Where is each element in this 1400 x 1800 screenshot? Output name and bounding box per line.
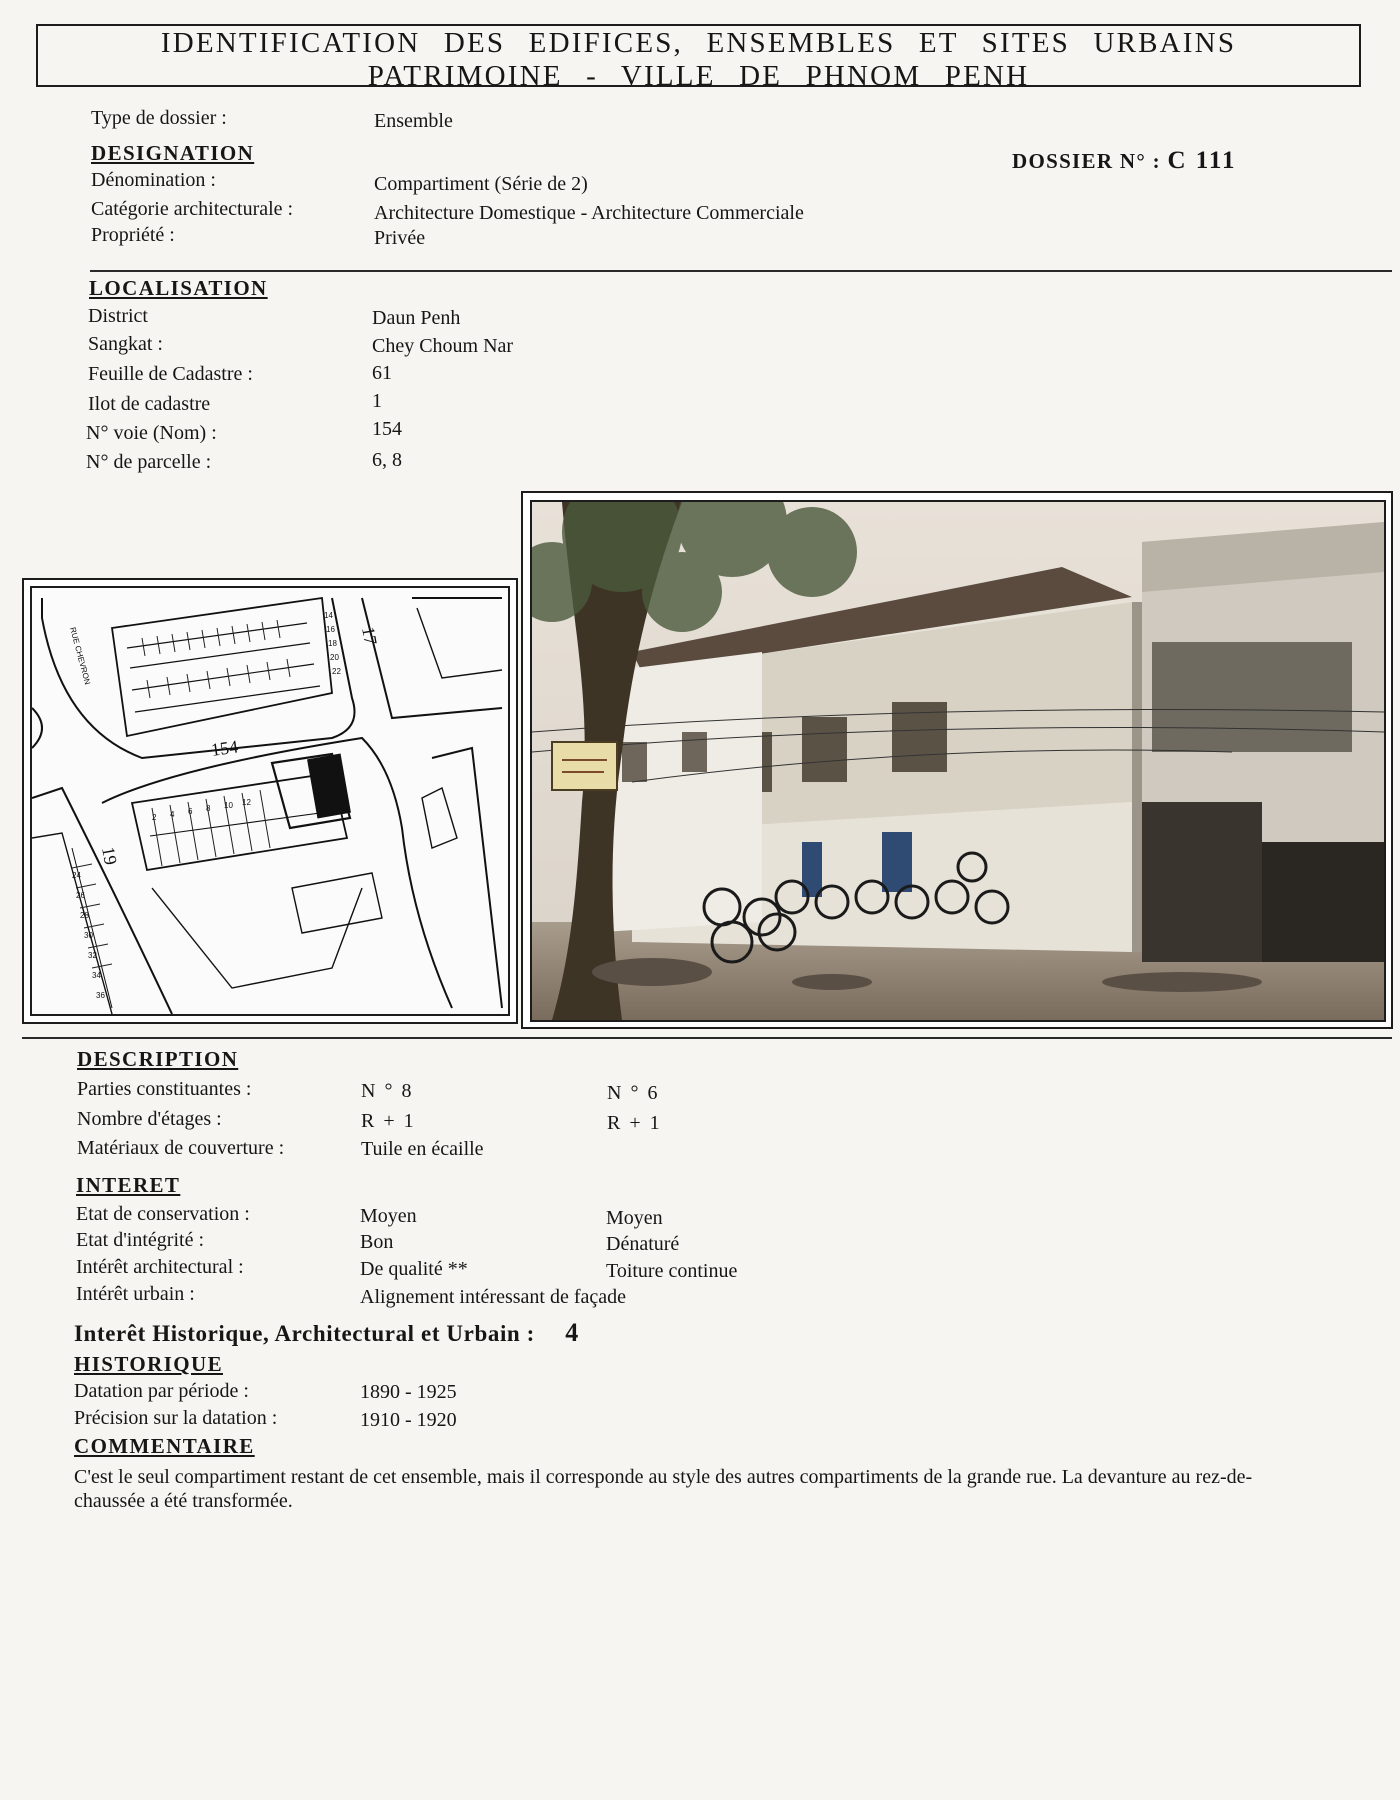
header-box — [36, 24, 1361, 92]
materiaux-label: Matériaux de couverture : — [77, 1137, 285, 1159]
parties-value-8: N ° 8 — [361, 1080, 414, 1102]
district-label: District — [88, 305, 148, 327]
map-street-154: 154 — [209, 736, 240, 760]
map-street-19: 19 — [98, 845, 121, 867]
map-cell-number: 34 — [92, 971, 101, 980]
architectural-value-8: De qualité ** — [360, 1258, 468, 1280]
map-cell-number: 26 — [76, 891, 85, 900]
interet-summary-label: Interêt Historique, Architectural et Urbain : — [74, 1321, 535, 1346]
divider-2 — [22, 1037, 1392, 1039]
district-value: Daun Penh — [372, 307, 461, 329]
dossier-label: DOSSIER N° : — [1012, 149, 1161, 173]
categorie-value: Architecture Domestique - Architecture Commerciale — [374, 202, 804, 224]
map-cell-number: 32 — [88, 951, 97, 960]
etages-value-8: R + 1 — [361, 1110, 416, 1132]
integrite-value-6: Dénaturé — [606, 1233, 680, 1255]
cadastre-map-drawing — [32, 588, 508, 1014]
interet-summary — [74, 1318, 579, 1348]
parcelle-label: N° de parcelle : — [86, 451, 212, 473]
etages-value-6: R + 1 — [607, 1112, 662, 1134]
precision-value: 1910 - 1920 — [360, 1409, 457, 1431]
datation-value: 1890 - 1925 — [360, 1381, 457, 1403]
map-cell-number: 28 — [80, 911, 89, 920]
materiaux-value: Tuile en écaille — [361, 1138, 484, 1160]
map-cell-number: 30 — [84, 931, 93, 940]
feuille-value: 61 — [372, 362, 392, 384]
designation-title: DESIGNATION — [91, 141, 255, 165]
propriete-label: Propriété : — [91, 224, 175, 246]
map-cell-number: 16 — [326, 625, 335, 634]
urbain-value: Alignement intéressant de façade — [360, 1286, 626, 1308]
datation-label: Datation par période : — [74, 1380, 249, 1402]
architectural-label: Intérêt architectural : — [76, 1256, 244, 1278]
header-subtitle: PATRIMOINE - VILLE DE PHNOM PENH — [367, 60, 1030, 92]
sangkat-value: Chey Choum Nar — [372, 335, 514, 357]
interet-summary-value: 4 — [565, 1318, 579, 1347]
description-title: DESCRIPTION — [77, 1047, 239, 1071]
map-cell-number: 10 — [224, 801, 233, 810]
ilot-value: 1 — [372, 390, 382, 412]
map-cell-number: 12 — [242, 798, 251, 807]
propriete-value: Privée — [374, 227, 426, 249]
map-cell-number: 36 — [96, 991, 105, 1000]
integrite-label: Etat d'intégrité : — [76, 1229, 205, 1251]
type-dossier-value: Ensemble — [374, 110, 453, 132]
urbain-label: Intérêt urbain : — [76, 1283, 195, 1305]
sangkat-label: Sangkat : — [88, 333, 163, 355]
map-cell-number: 4 — [170, 810, 175, 819]
map-street-17: 17 — [358, 625, 381, 647]
denomination-value: Compartiment (Série de 2) — [374, 173, 588, 195]
conservation-label: Etat de conservation : — [76, 1203, 250, 1225]
building-photo-drawing — [532, 502, 1384, 1020]
voie-value: 154 — [372, 418, 402, 440]
parcelle-value: 6, 8 — [372, 449, 402, 471]
map-cell-number: 24 — [72, 871, 81, 880]
localisation-title: LOCALISATION — [89, 276, 268, 300]
cadastre-map-frame — [22, 578, 518, 1024]
map-cell-number: 22 — [332, 667, 341, 676]
map-cell-number: 2 — [152, 813, 157, 822]
ilot-label: Ilot de cadastre — [88, 393, 211, 415]
dossier-number — [1012, 147, 1236, 175]
map-cell-number: 18 — [328, 639, 337, 648]
voie-label: N° voie (Nom) : — [86, 422, 217, 444]
commentaire-title: COMMENTAIRE — [74, 1434, 255, 1458]
denomination-label: Dénomination : — [91, 169, 216, 191]
integrite-value-8: Bon — [360, 1231, 394, 1253]
building-photo-frame — [521, 491, 1393, 1029]
interet-title: INTERET — [76, 1173, 181, 1197]
parties-value-6: N ° 6 — [607, 1082, 660, 1104]
header-title: IDENTIFICATION DES EDIFICES, ENSEMBLES ET SITES URBAINS — [160, 27, 1237, 59]
type-dossier-label: Type de dossier : — [91, 107, 227, 129]
cadastre-map — [30, 586, 510, 1016]
map-side-label: RUE CHEVRON — [68, 626, 93, 686]
map-cell-number: 6 — [188, 807, 193, 816]
conservation-value-8: Moyen — [360, 1205, 417, 1227]
divider-1 — [90, 270, 1392, 272]
historique-title: HISTORIQUE — [74, 1352, 223, 1376]
etages-label: Nombre d'étages : — [77, 1108, 222, 1130]
feuille-label: Feuille de Cadastre : — [88, 363, 253, 385]
precision-label: Précision sur la datation : — [74, 1407, 278, 1429]
conservation-value-6: Moyen — [606, 1207, 663, 1229]
architectural-value-6: Toiture continue — [606, 1260, 738, 1282]
dossier-code: C 111 — [1167, 147, 1237, 174]
map-cell-number: 20 — [330, 653, 339, 662]
map-cell-number: 14 — [324, 611, 333, 620]
parties-label: Parties constituantes : — [77, 1078, 252, 1100]
commentaire-text: C'est le seul compartiment restant de cet ensemble, mais il corresponde au style des autres compartiments de la grande rue. La devanture au rez-de-chaussée a été transformée. — [74, 1466, 1253, 1512]
building-photo — [530, 500, 1386, 1022]
map-cell-number: 8 — [206, 804, 211, 813]
categorie-label: Catégorie architecturale : — [91, 198, 294, 220]
